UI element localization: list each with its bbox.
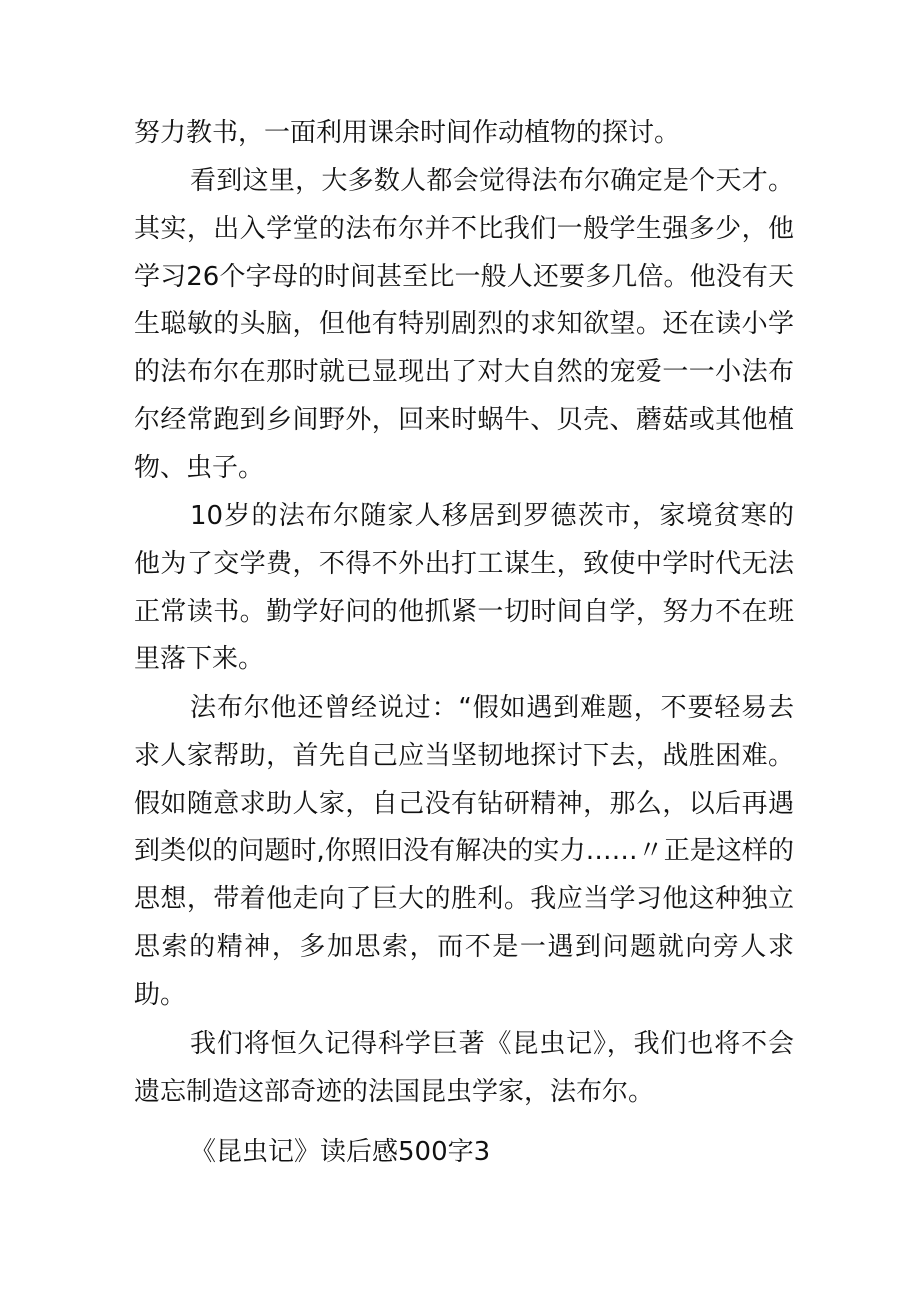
paragraph-fabre-childhood: 10岁的法布尔随家人移居到罗德茨市，家境贫寒的他为了交学费，不得不外出打工谋生，致使中学时代无法正常读书。勤学好问的他抓紧一切时间自学，努力不在班里落下来。 [134,501,794,675]
paragraph-fabre-talent: 看到这里，大多数人都会觉得法布尔确定是个天才。其实，出入学堂的法布尔并不比我们一般学生强多少，他学习26个字母的时间甚至比一般人还要多几倍。他没有天生聪敏的头脑，但他有特别剧烈的求知欲望。还在读小学的法布尔在那时就已显现出了对大自然的宠爱一一小法布尔经常跑到乡间野外，回来时蜗牛、贝壳、蘑菇或其他植物、虫子。 [134,166,794,483]
paragraph-conclusion: 我们将恒久记得科学巨著《昆虫记》，我们也将不会遗忘制造这部奇迹的法国昆虫学家，法布尔。 [134,1029,794,1107]
paragraph-continuation: 努力教书，一面利用课余时间作动植物的探讨。 [134,118,681,148]
section-heading: 《昆虫记》读后感500字3 [190,1137,491,1167]
paragraph-fabre-quote: 法布尔他还曾经说过：“假如遇到难题，不要轻易去求人家帮助，首先自己应当坚韧地探讨下去，战胜困难。假如随意求助人家，自己没有钻研精神，那么，以后再遇到类似的问题时,你照旧没有解决的实力……〃正是这样的思想，带着他走向了巨大的胜利。我应当学习他这种独立思索的精神，多加思索，而不是一遇到问题就向旁人求助。 [134,693,794,1010]
